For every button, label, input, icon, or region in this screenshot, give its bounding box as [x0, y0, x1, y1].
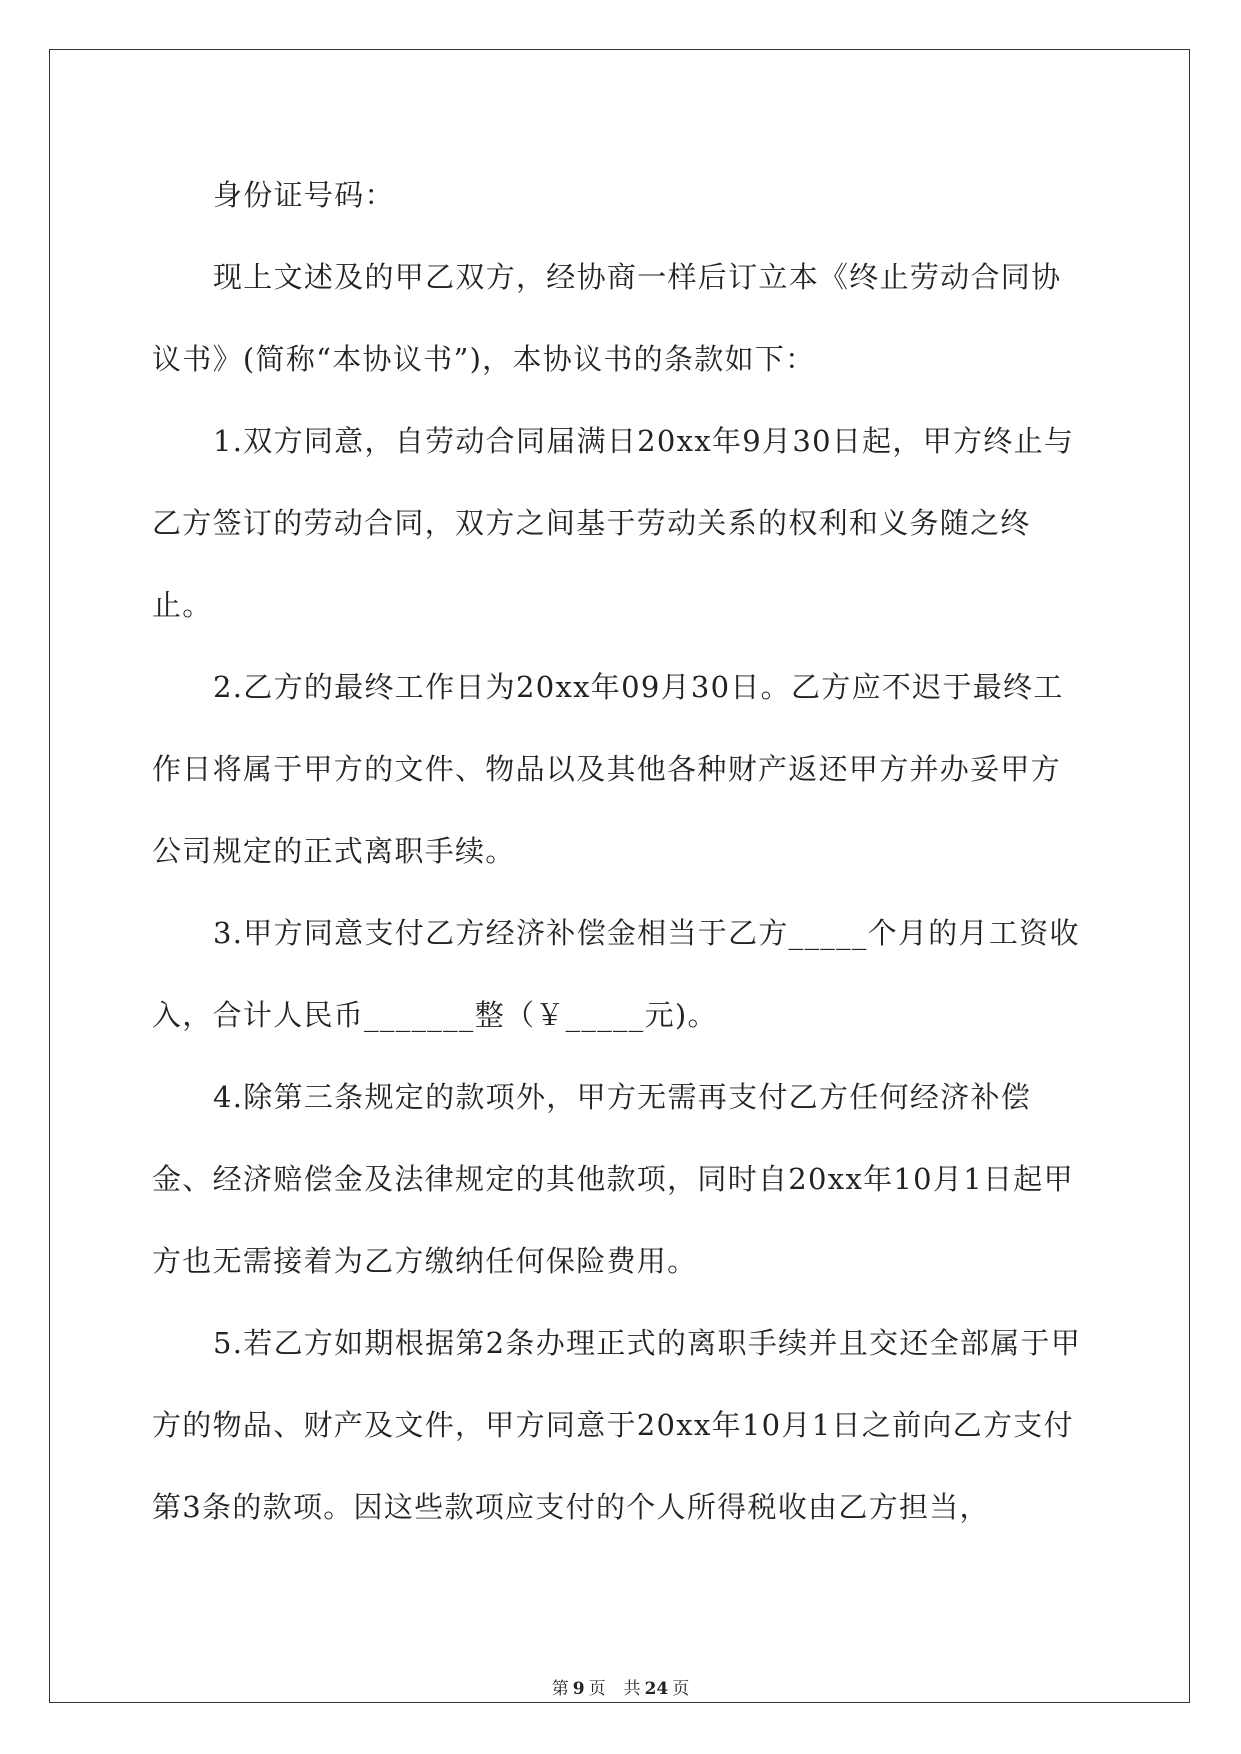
paragraph-clause-2: 2.乙方的最终工作日为20xx年09月30日。乙方应不迟于最终工作日将属于甲方的文件、物品以及其他各种财产返还甲方并办妥甲方公司规定的正式离职手续。	[152, 670, 1064, 868]
page-prefix: 第	[551, 1679, 569, 1699]
document-body	[152, 154, 1089, 1548]
paragraph-clause-1: 1.双方同意，自劳动合同届满日20xx年9月30日起，甲方终止与乙方签订的劳动合同，双方之间基于劳动关系的权利和义务随之终止。	[152, 424, 1075, 622]
page-suffix: 页	[588, 1679, 606, 1699]
page-footer	[0, 1674, 1241, 1699]
paragraph-preamble: 现上文述及的甲乙双方，经协商一样后订立本《终止劳动合同协议书》(简称“本协议书”)，本协议书的条款如下：	[152, 260, 1062, 376]
paragraph-id-number: 身份证号码：	[213, 178, 395, 212]
total-pages: 24	[644, 1679, 669, 1699]
page-number: 9	[572, 1679, 585, 1699]
total-suffix: 页	[672, 1679, 690, 1699]
paragraph-clause-4: 4.除第三条规定的款项外，甲方无需再支付乙方任何经济补偿金、经济赔偿金及法律规定的其他款项，同时自20xx年10月1日起甲方也无需接着为乙方缴纳任何保险费用。	[152, 1080, 1074, 1278]
paragraph-clause-5: 5.若乙方如期根据第2条办理正式的离职手续并且交还全部属于甲方的物品、财产及文件，甲方同意于20xx年10月1日之前向乙方支付第3条的款项。因这些款项应支付的个人所得税收由乙方担当，	[152, 1326, 1082, 1524]
paragraph-clause-3: 3.甲方同意支付乙方经济补偿金相当于乙方_____个月的月工资收入，合计人民币_______整（￥_____元)。	[152, 916, 1080, 1032]
total-prefix: 共	[623, 1679, 641, 1699]
